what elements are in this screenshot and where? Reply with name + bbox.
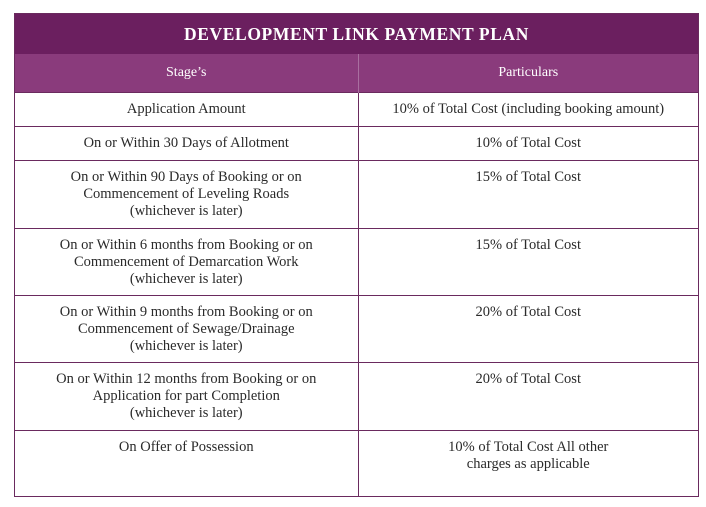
particulars-cell: 20% of Total Cost — [358, 363, 698, 431]
header-row — [15, 54, 698, 93]
particulars-header: Particulars — [358, 54, 698, 93]
table-row — [15, 431, 698, 496]
stage-cell: On or Within 90 Days of Booking or on Commencement of Leveling Roads (whichever is later) — [15, 161, 358, 229]
table-row — [15, 93, 698, 127]
particulars-cell: 20% of Total Cost — [358, 296, 698, 363]
particulars-cell: 15% of Total Cost — [358, 161, 698, 229]
stage-cell: On or Within 6 months from Booking or on Commencement of Demarcation Work (whichever is later) — [15, 229, 358, 296]
stage-cell: On Offer of Possession — [15, 431, 358, 496]
table-row — [15, 229, 698, 296]
table-row — [15, 296, 698, 363]
particulars-cell: 10% of Total Cost — [358, 127, 698, 161]
table-row — [15, 127, 698, 161]
stage-header: Stage’s — [15, 54, 358, 93]
particulars-cell: 10% of Total Cost (including booking amount) — [358, 93, 698, 127]
table-title: DEVELOPMENT LINK PAYMENT PLAN — [15, 14, 698, 54]
table-row — [15, 161, 698, 229]
stage-cell: On or Within 12 months from Booking or on Application for part Completion (whichever is later) — [15, 363, 358, 431]
stage-cell: Application Amount — [15, 93, 358, 127]
table-row — [15, 363, 698, 431]
plan-table — [15, 54, 698, 496]
stage-cell: On or Within 9 months from Booking or on Commencement of Sewage/Drainage (whichever is later) — [15, 296, 358, 363]
payment-plan-table — [14, 13, 699, 497]
stage-cell: On or Within 30 Days of Allotment — [15, 127, 358, 161]
particulars-cell: 15% of Total Cost — [358, 229, 698, 296]
particulars-cell: 10% of Total Cost All other charges as applicable — [358, 431, 698, 496]
